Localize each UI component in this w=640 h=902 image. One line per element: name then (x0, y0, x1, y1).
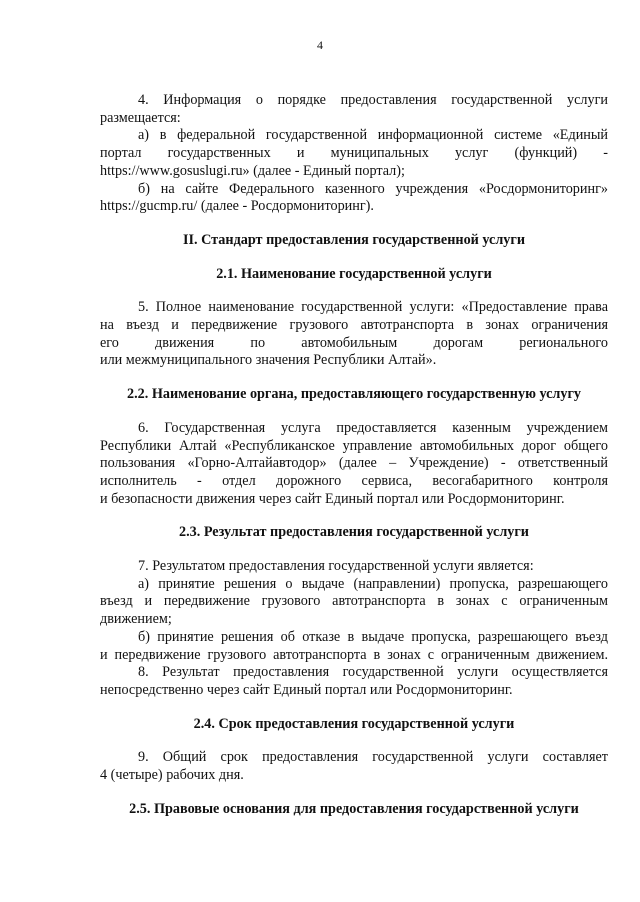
paragraph-6-line3: пользования «Горно-Алтайавтодор» (далее – Учреждение) - ответственный (100, 455, 608, 472)
paragraph-6-line5: и безопасности движения через сайт Единый портал или Росдормониторинг. (100, 490, 565, 507)
paragraph-7a-line2: въезд и передвижение грузового автотранспорта в зонах с ограниченным (100, 593, 608, 610)
paragraph-4: 4. Информация о порядке предоставления государственной услуги размещается: (100, 92, 608, 126)
paragraph-4a-line2: портал государственных и муниципальных услуг (функций) - (100, 145, 608, 162)
paragraph-7a-line1: а) принятие решения о выдаче (направлении) пропуска, разрешающего (138, 575, 608, 592)
subsection-2-3-title: 2.3. Результат предоставления государственной услуги (178, 524, 529, 541)
paragraph-8-line2: непосредственно через сайт Единый портал или Росдормониторинг. (100, 681, 513, 698)
paragraph-4a-line3: https://www.gosuslugi.ru» (далее - Единый портал); (100, 162, 405, 179)
page-number: 4 (317, 38, 323, 52)
paragraph-7a-line3: движением; (100, 611, 172, 628)
paragraph-9-line2: 4 (четыре) рабочих дня. (100, 767, 244, 784)
section-2-title: II. Стандарт предоставления государственной услуги (182, 231, 526, 248)
paragraph-7: 7. Результатом предоставления государственной услуги является: (138, 558, 534, 575)
subsection-2-4-title: 2.4. Срок предоставления государственной услуги (193, 715, 515, 732)
paragraph-5-line1: 5. Полное наименование государственной услуги: «Предоставление права (138, 299, 608, 316)
paragraph-4a-line1: а) в федеральной государственной информационной системе «Единый (138, 127, 608, 144)
document-body (100, 92, 608, 835)
subsection-2-2-title: 2.2. Наименование органа, предоставляющего государственную услугу (126, 386, 582, 403)
paragraph-7b-line2: и передвижение грузового автотранспорта в зонах с ограниченным движением. (100, 646, 608, 663)
subsection-2-5-title: 2.5. Правовые основания для предоставления государственной услуги (129, 800, 579, 817)
paragraph-6-line2: Республики Алтай «Республиканское управление автомобильных дорог общего (100, 437, 608, 454)
subsection-2-1-title: 2.1. Наименование государственной услуги (216, 265, 492, 282)
paragraph-5-line3: его движения по автомобильным дорогам регионального (100, 334, 608, 351)
paragraph-5-line2: на въезд и передвижение грузового автотранспорта в зонах ограничения (100, 317, 608, 334)
paragraph-6-line4: исполнитель - отдел дорожного сервиса, весогабаритного контроля (100, 472, 608, 489)
paragraph-5-line4: или межмуниципального значения Республики Алтай». (100, 352, 437, 369)
paragraph-8-line1: 8. Результат предоставления государственной услуги осуществляется (138, 664, 608, 681)
paragraph-6-line1: 6. Государственная услуга предоставляется казенным учреждением (138, 419, 608, 436)
paragraph-9-line1: 9. Общий срок предоставления государственной услуги составляет (138, 749, 608, 766)
paragraph-4b-line1: б) на сайте Федерального казенного учреждения «Росдормониторинг» (138, 180, 608, 197)
paragraph-7b-line1: б) принятие решения об отказе в выдаче пропуска, разрешающего въезд (138, 628, 608, 645)
paragraph-4b-line2: https://gucmp.ru/ (далее - Росдормониторинг). (100, 198, 374, 215)
